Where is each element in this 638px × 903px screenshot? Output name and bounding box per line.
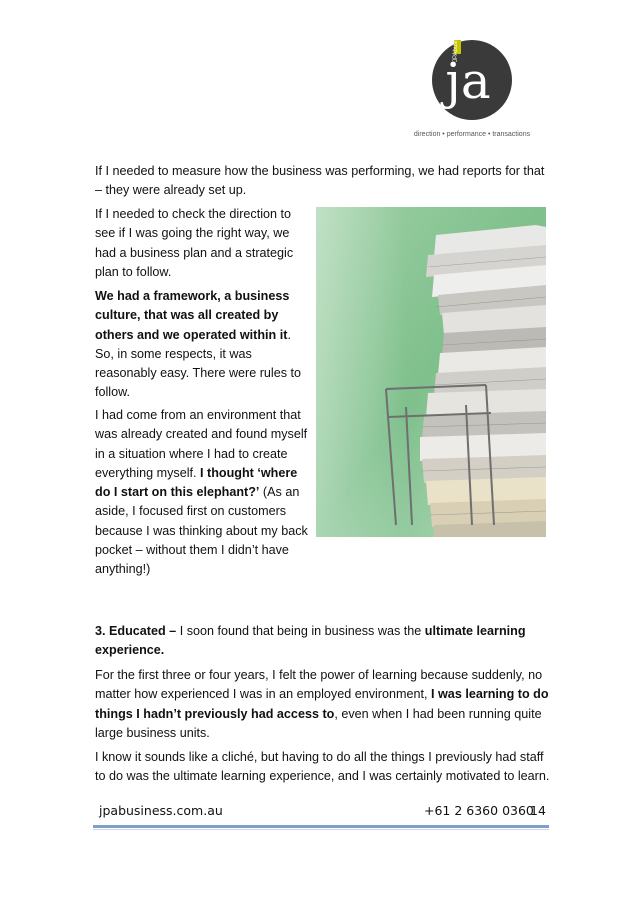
learning-bold-text: I was learning to do things I hadn’t previously had access to	[95, 687, 549, 721]
company-logo	[398, 28, 546, 146]
elephant-bold-text: I thought ‘where do I start on this elephant?’	[95, 465, 298, 500]
logo-letters: ja	[445, 52, 491, 110]
educated-heading: 3. Educated –	[95, 624, 177, 638]
footer-page-number: 14	[530, 803, 546, 818]
environment-text-1: I had come from an environment that was already created and found myself in a situation where I had to create everything myself.	[95, 408, 308, 480]
framework-bold-text: We had a framework, a business culture, that was all created by others and we operated within it	[95, 289, 290, 342]
framework-text: . So, in some respects, it was reasonably easy. There were rules to follow.	[95, 327, 302, 400]
paragraph-environment	[95, 406, 310, 580]
environment-text-2: (As an aside, I focused first on customers because I was thinking about my back pocket – without them I didn’t have anything!)	[95, 485, 308, 577]
ultimate-learning-bold: ultimate learning experience.	[95, 624, 526, 658]
paragraph-reports: If I needed to measure how the business was performing, we had reports for that – they were already set up.	[95, 164, 545, 198]
paragraph-direction: If I needed to check the direction to see if I was going the right way, we had a business plan and a strategic plan to follow.	[95, 207, 294, 279]
footer-rule-thin	[93, 829, 549, 830]
paragraph-cliche: I know it sounds like a cliché, but having to do all the things I previously had staff to do was the ultimate learning experience, and I was certainly motivated to learn.	[95, 750, 550, 784]
paper-stack-photo	[316, 207, 546, 537]
footer-phone: +61 2 6360 0360	[424, 803, 534, 818]
educated-text: I soon found that being in business was the	[176, 624, 425, 638]
first-years-text-1: For the first three or four years, I felt the power of learning because suddenly, no matter how experienced I was in an employed environment,	[95, 668, 543, 702]
paragraph-first-years	[95, 666, 550, 743]
paragraph-educated	[95, 622, 550, 661]
footer-rule	[93, 825, 549, 828]
logo-side-text: JPAbusiness	[453, 28, 459, 62]
first-years-text-2: , even when I had been running quite large business units.	[95, 706, 542, 740]
footer-website[interactable]: jpabusiness.com.au	[99, 803, 223, 818]
paragraph-framework	[95, 287, 310, 403]
logo-tagline: direction • performance • transactions	[413, 131, 531, 138]
